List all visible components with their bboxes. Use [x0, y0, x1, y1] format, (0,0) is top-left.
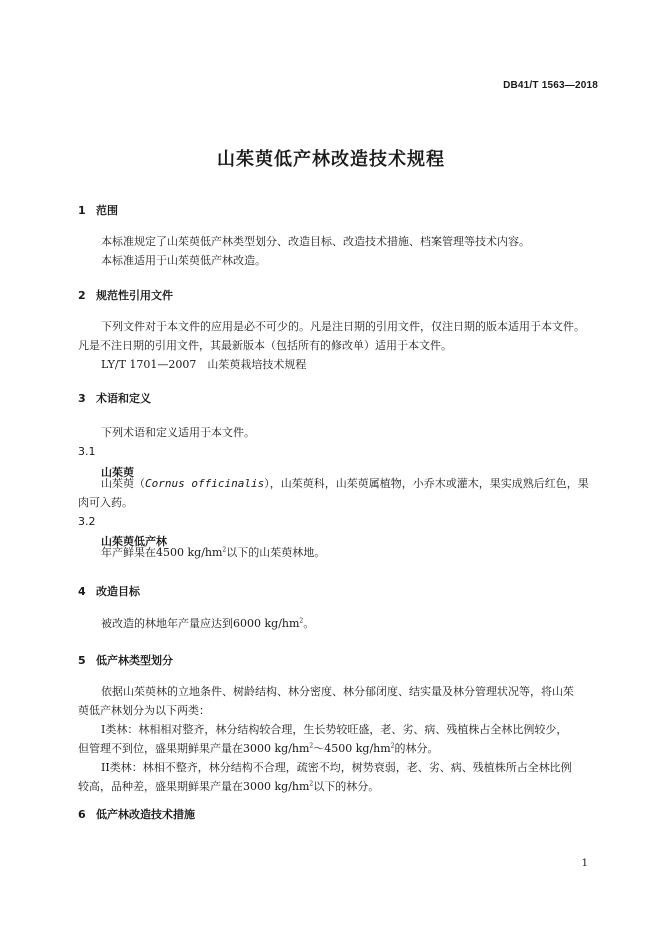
section-title: 低产林类型划分	[96, 654, 173, 667]
class-2-line: 较高，品种差，盛果期鲜果产量在3000 $kg/hm^2$以下的林分。	[78, 780, 380, 793]
section-4-body	[78, 614, 600, 633]
section-title: 术语和定义	[96, 392, 151, 405]
class-2-line: II类林：林相不整齐，林分结构不合理，疏密不均，树势衰弱，老、劣、病、残植株所占全林比例	[101, 761, 572, 774]
class-1-line: 但管理不到位，盛果期鲜果产量在3000 $kg/hm^2\sim 4500$ $kg/hm^2$的林分。	[78, 742, 439, 755]
section-1-heading	[78, 202, 118, 218]
definition-line: 山茱萸（Cornus officinalis），山茱萸科，山茱萸属植物，小乔木或灌木，果实成熟后红色，果	[101, 477, 589, 490]
clause-3-1-number: 3.1	[78, 445, 96, 458]
section-title: 低产林改造技术措施	[96, 808, 195, 821]
section-2-heading	[78, 287, 173, 303]
paragraph-line: 下列文件对于本文件的应用是必不可少的。凡是注日期的引用文件，仅注日期的版本适用于本文件。	[101, 320, 585, 333]
section-number: 2	[78, 289, 86, 302]
section-5-heading	[78, 652, 173, 668]
section-2-body	[78, 317, 600, 374]
page-number: 1	[581, 858, 588, 869]
paragraph-line: 凡是不注日期的引用文件，其最新版本（包括所有的修改单）适用于本文件。	[78, 339, 452, 352]
paragraph: 本标准适用于山茱萸低产林改造。	[101, 254, 266, 267]
document-title: 山茱萸低产林改造技术规程	[217, 149, 445, 170]
definition-line: 肉可入药。	[78, 496, 133, 509]
section-number: 6	[78, 808, 86, 821]
definition-3-1	[78, 474, 600, 512]
paragraph-line: 萸低产林划分为以下两类：	[78, 704, 210, 717]
section-6-heading	[78, 806, 195, 822]
section-5-body	[78, 682, 600, 796]
section-3-heading	[78, 390, 151, 406]
section-title: 规范性引用文件	[96, 289, 173, 302]
section-number: 5	[78, 654, 86, 667]
definition-line: 年产鲜果在4500 $kg/hm^2$以下的山茱萸林地。	[101, 546, 326, 559]
section-1-body	[78, 232, 600, 270]
class-1-line: I类林：林相相对整齐，林分结构较合理，生长势较旺盛，老、劣、病、残植株占全林比例较少，	[101, 723, 568, 736]
section-4-heading	[78, 583, 140, 599]
term-3-1: 山茱萸	[101, 466, 134, 479]
definition-3-2	[78, 543, 600, 562]
section-number: 3	[78, 392, 86, 405]
paragraph: 下列术语和定义适用于本文件。	[101, 426, 255, 439]
section-title: 范围	[96, 204, 118, 217]
latin-name: Cornus officinalis	[145, 477, 265, 490]
section-title: 改造目标	[96, 585, 140, 598]
paragraph: 本标准规定了山茱萸低产林类型划分、改造目标、改造技术措施、档案管理等技术内容。	[101, 235, 530, 248]
section-3-intro	[78, 423, 600, 442]
standard-code: DB41/T 1563—2018	[503, 80, 598, 91]
section-number: 1	[78, 204, 86, 217]
normative-reference: LY/T 1701—2007 山茱萸栽培技术规程	[101, 358, 307, 371]
paragraph-line: 依据山茱萸林的立地条件、树龄结构、林分密度、林分郁闭度、结实量及林分管理状况等，将山茱	[101, 685, 574, 698]
term-3-2: 山茱萸低产林	[101, 535, 167, 548]
section-number: 4	[78, 585, 86, 598]
paragraph: 被改造的林地年产量应达到6000 $kg/hm^2$。	[101, 617, 315, 630]
clause-3-2-number: 3.2	[78, 515, 96, 528]
